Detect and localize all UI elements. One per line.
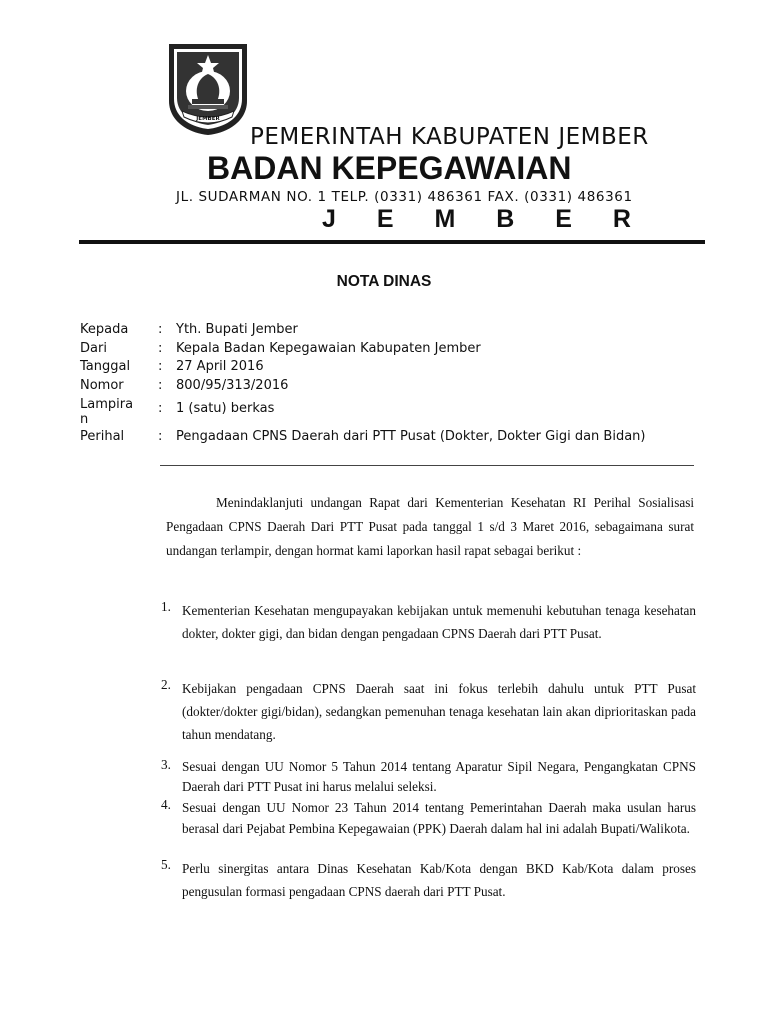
list-item-text: Kebijakan pengadaan CPNS Daerah saat ini fokus terlebih dahulu untuk PTT Pusat (dokter/dokter gigi/bidan), sedangkan pemenuhan tenaga kesehatan lain akan diprioritaskan pada tahun mendatang. [182,681,696,742]
meta-colon: : [158,322,163,337]
meta-value: Pengadaan CPNS Daerah dari PTT Pusat (Dokter, Dokter Gigi dan Bidan) [176,429,646,444]
meta-colon: : [158,341,163,356]
agency-name: BADAN KEPEGAWAIAN [207,150,572,186]
meta-label: Lampiran [80,397,134,427]
meta-colon: : [158,378,163,393]
jember-seal-logo [166,41,250,137]
list-item-number: 5. [161,857,171,872]
intro-paragraph: Menindaklanjuti undangan Rapat dari Kementerian Kesehatan RI Perihal Sosialisasi Pengadaan CPNS Daerah Dari PTT Pusat pada tanggal 1 s/d 3 Maret 2016, sebagaimana surat undangan terlampir, dengan hormat kami laporkan hasil rapat sebagai berikut : [166,495,694,558]
meta-colon: : [158,429,163,444]
meta-value: 1 (satu) berkas [176,401,275,416]
list-item-number: 1. [161,599,171,614]
agency-address: JL. SUDARMAN NO. 1 TELP. (0331) 486361 FAX. (0331) 486361 [176,189,633,205]
list-item-text: Sesuai dengan UU Nomor 5 Tahun 2014 tentang Aparatur Sipil Negara, Pengangkatan CPNS Daerah dari PTT Pusat ini harus melalui seleksi. [182,759,696,794]
memo-title: NOTA DINAS [336,273,432,290]
government-name: PEMERINTAH KABUPATEN JEMBER [250,124,649,150]
city-name: J E M B E R [322,205,648,233]
seal-text: JEMBER [196,116,220,122]
list-item-number: 2. [161,677,171,692]
list-item-number: 3. [161,757,171,772]
meta-value: 800/95/313/2016 [176,378,289,393]
list-item-text: Perlu sinergitas antara Dinas Kesehatan Kab/Kota dengan BKD Kab/Kota dalam proses pengusulan formasi pengadaan CPNS daerah dari PTT Pusat. [182,861,696,899]
list-item-number: 4. [161,797,171,812]
meta-divider [160,465,694,466]
meta-value: 27 April 2016 [176,359,264,374]
meta-label: Kepada [80,322,129,337]
meta-value: Yth. Bupati Jember [176,322,298,337]
list-item-text: Sesuai dengan UU Nomor 23 Tahun 2014 tentang Pemerintahan Daerah maka usulan harus berasal dari Pejabat Pembina Kepegawaian (PPK) Daerah dalam hal ini adalah Bupati/Walikota. [182,800,696,836]
meta-label: Nomor [80,378,124,393]
meta-value: Kepala Badan Kepegawaian Kabupaten Jember [176,341,481,356]
meta-colon: : [158,359,163,374]
list-item-text: Kementerian Kesehatan mengupayakan kebijakan untuk memenuhi kebutuhan tenaga kesehatan dokter, dokter gigi, dan bidan dengan pengadaan CPNS Daerah dari PTT Pusat. [182,603,696,641]
meta-label: Tanggal [80,359,131,374]
meta-colon: : [158,401,163,416]
meta-label: Dari [80,341,107,356]
meta-label: Perihal [80,429,125,444]
letterhead-divider [79,240,705,244]
